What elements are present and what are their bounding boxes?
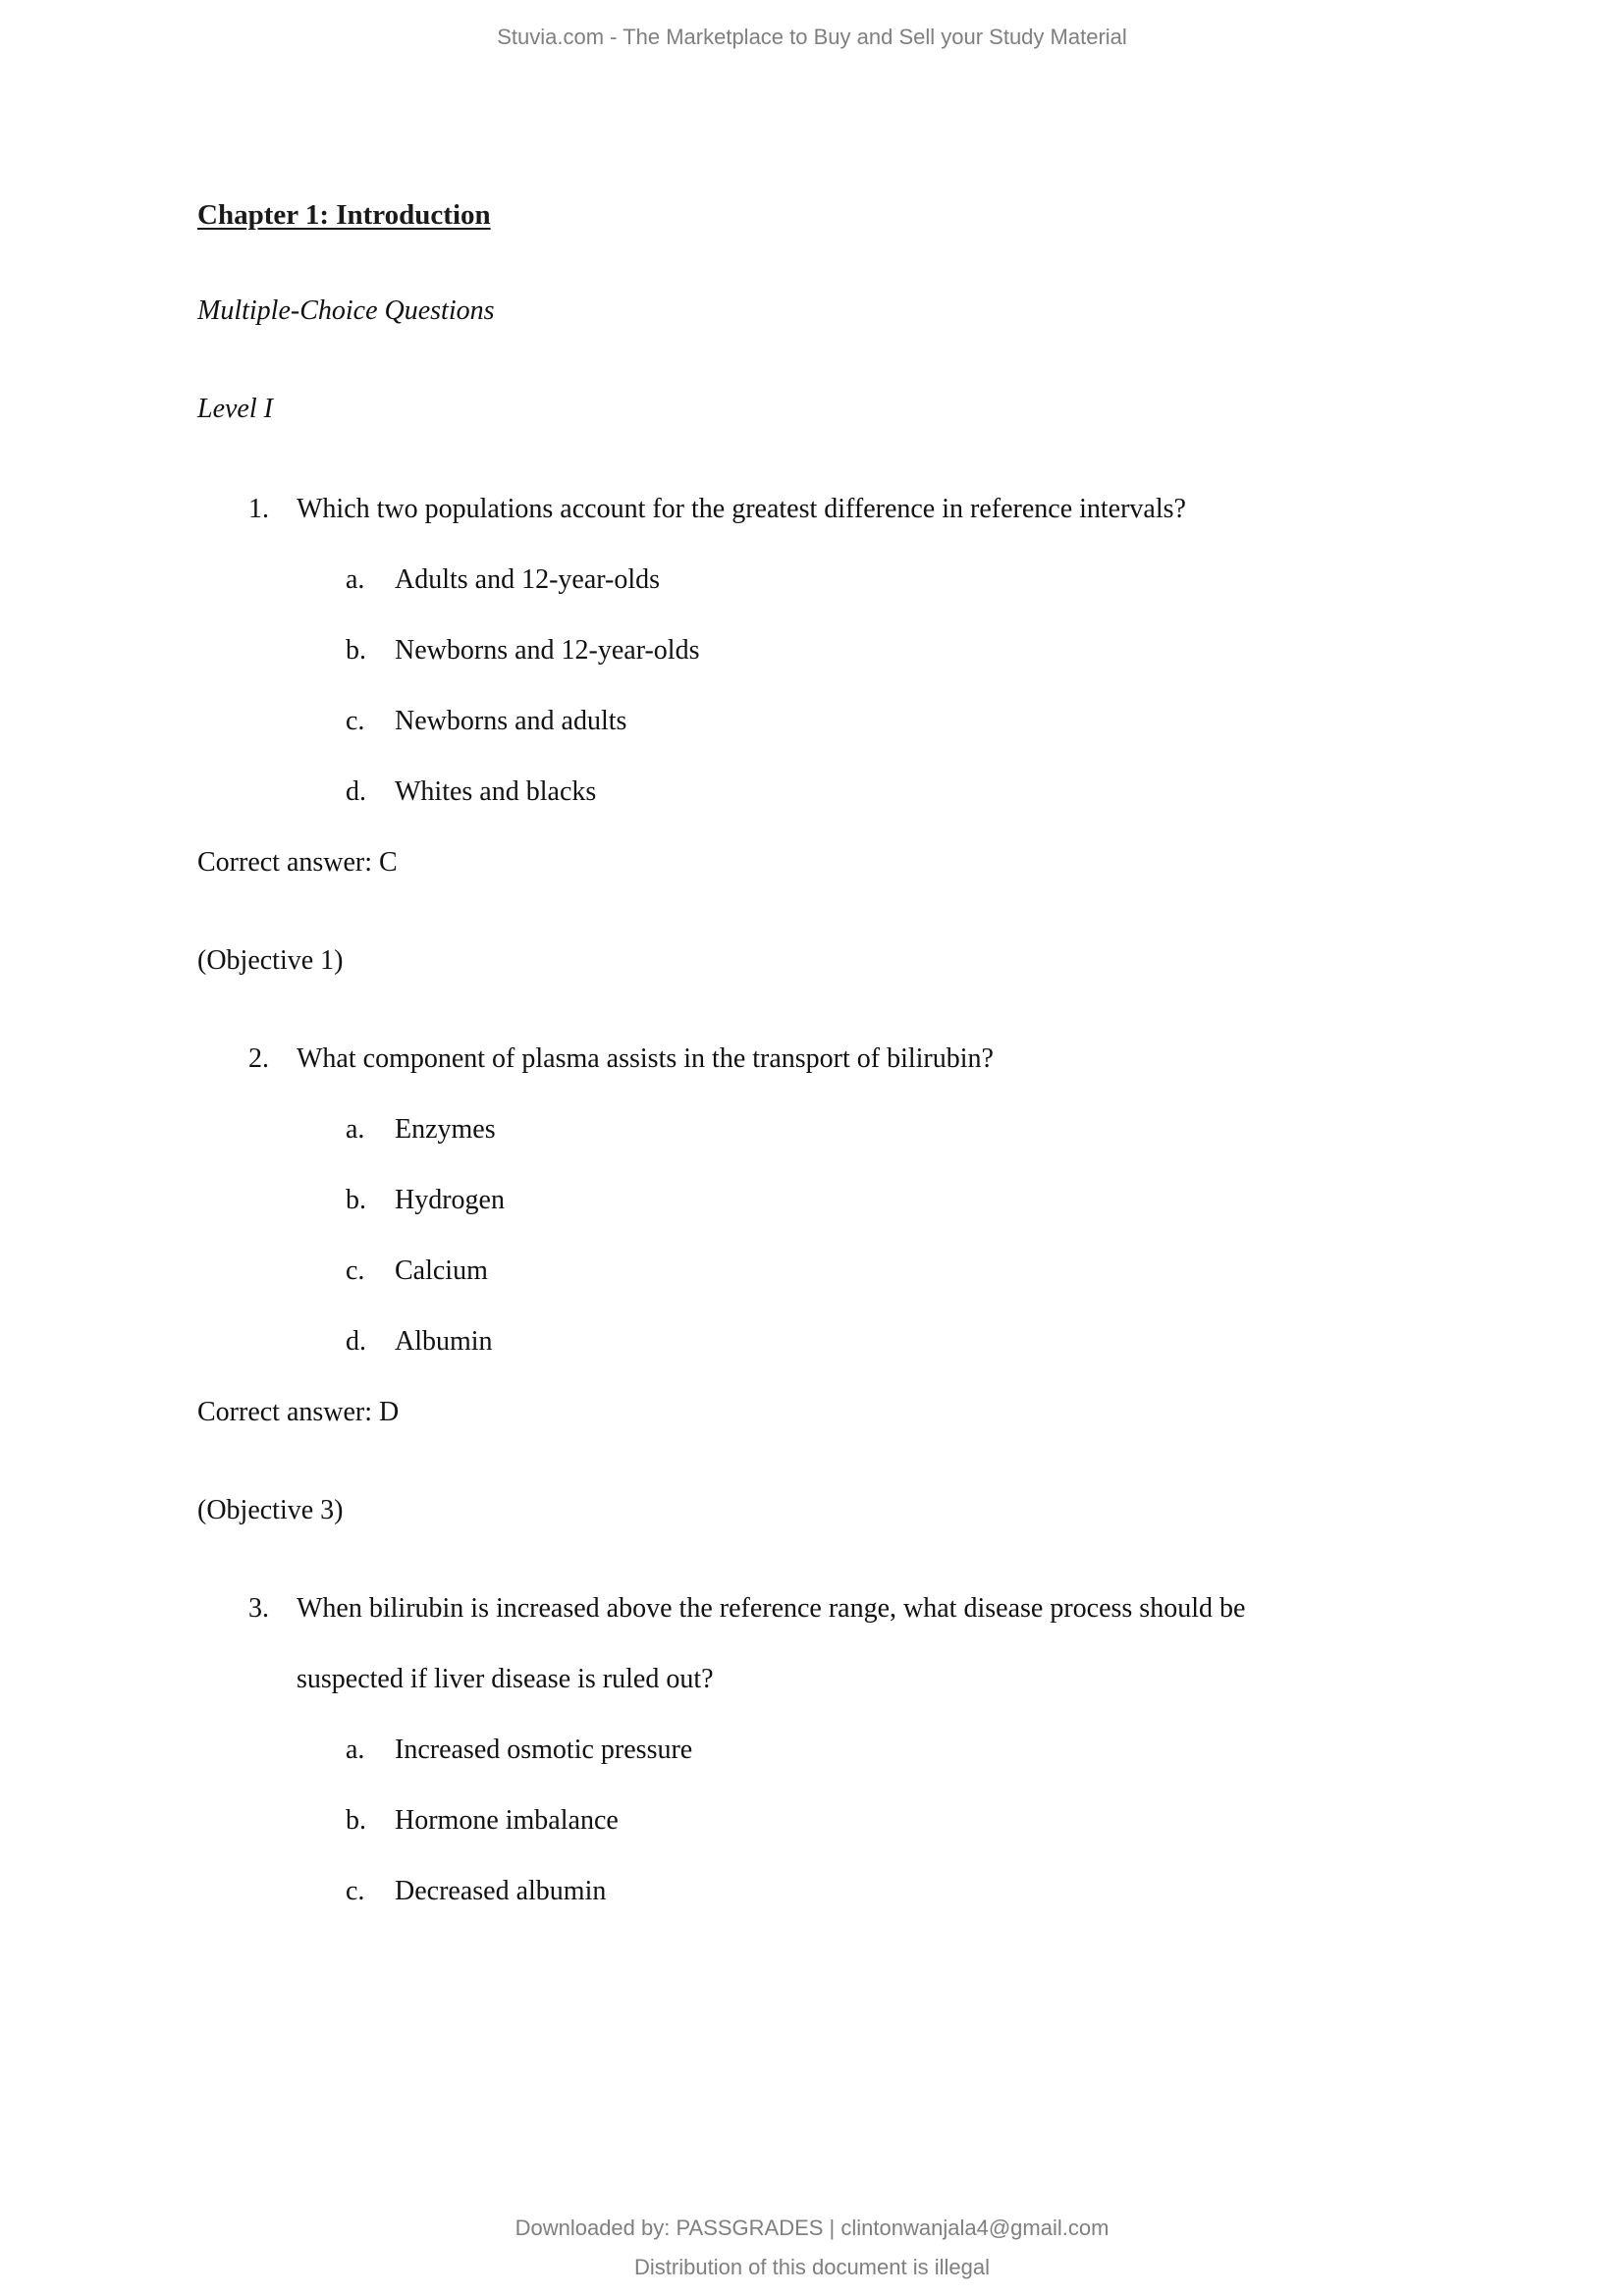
option-letter: b. (346, 1185, 366, 1215)
question-text: Which two populations account for the greatest difference in reference intervals? (297, 494, 1186, 524)
option-letter: a. (346, 1114, 365, 1145)
option-letter: d. (346, 1326, 366, 1357)
question-text-line-1: When bilirubin is increased above the reference range, what disease process should be (297, 1593, 1246, 1624)
option-text: Calcium (395, 1255, 488, 1286)
option-text: Newborns and 12-year-olds (395, 635, 700, 666)
question-number: 1. (248, 494, 269, 524)
option-letter: c. (346, 1876, 365, 1906)
option-text: Hydrogen (395, 1185, 505, 1215)
option-letter: d. (346, 776, 366, 807)
option-text: Newborns and adults (395, 706, 627, 736)
question-number: 3. (248, 1593, 269, 1624)
option-letter: c. (346, 706, 365, 736)
option-text: Hormone imbalance (395, 1805, 619, 1836)
chapter-title: Chapter 1: Introduction (197, 199, 491, 231)
question-text-line-2: suspected if liver disease is ruled out? (297, 1664, 714, 1694)
header-watermark: Stuvia.com - The Marketplace to Buy and Sell your Study Material (497, 25, 1127, 49)
option-text: Enzymes (395, 1114, 496, 1145)
correct-answer: Correct answer: D (197, 1397, 400, 1427)
option-text: Adults and 12-year-olds (395, 564, 661, 595)
option-letter: a. (346, 564, 365, 595)
objective-label: (Objective 1) (197, 945, 344, 976)
option-text: Increased osmotic pressure (395, 1735, 693, 1765)
footer-downloaded-by: Downloaded by: PASSGRADES | clintonwanjala4@gmail.com (514, 2216, 1110, 2240)
question-text: What component of plasma assists in the transport of bilirubin? (297, 1043, 994, 1074)
level-label: Level I (197, 394, 273, 424)
option-letter: b. (346, 1805, 366, 1836)
option-letter: c. (346, 1255, 365, 1286)
objective-label: (Objective 3) (197, 1495, 344, 1525)
question-number: 2. (248, 1043, 269, 1074)
option-text: Albumin (395, 1326, 493, 1357)
option-letter: a. (346, 1735, 365, 1765)
section-title: Multiple-Choice Questions (197, 295, 495, 326)
option-text: Decreased albumin (395, 1876, 607, 1906)
option-text: Whites and blacks (395, 776, 597, 807)
footer-distribution-notice: Distribution of this document is illegal (634, 2255, 990, 2279)
correct-answer: Correct answer: C (197, 847, 398, 878)
option-letter: b. (346, 635, 366, 666)
